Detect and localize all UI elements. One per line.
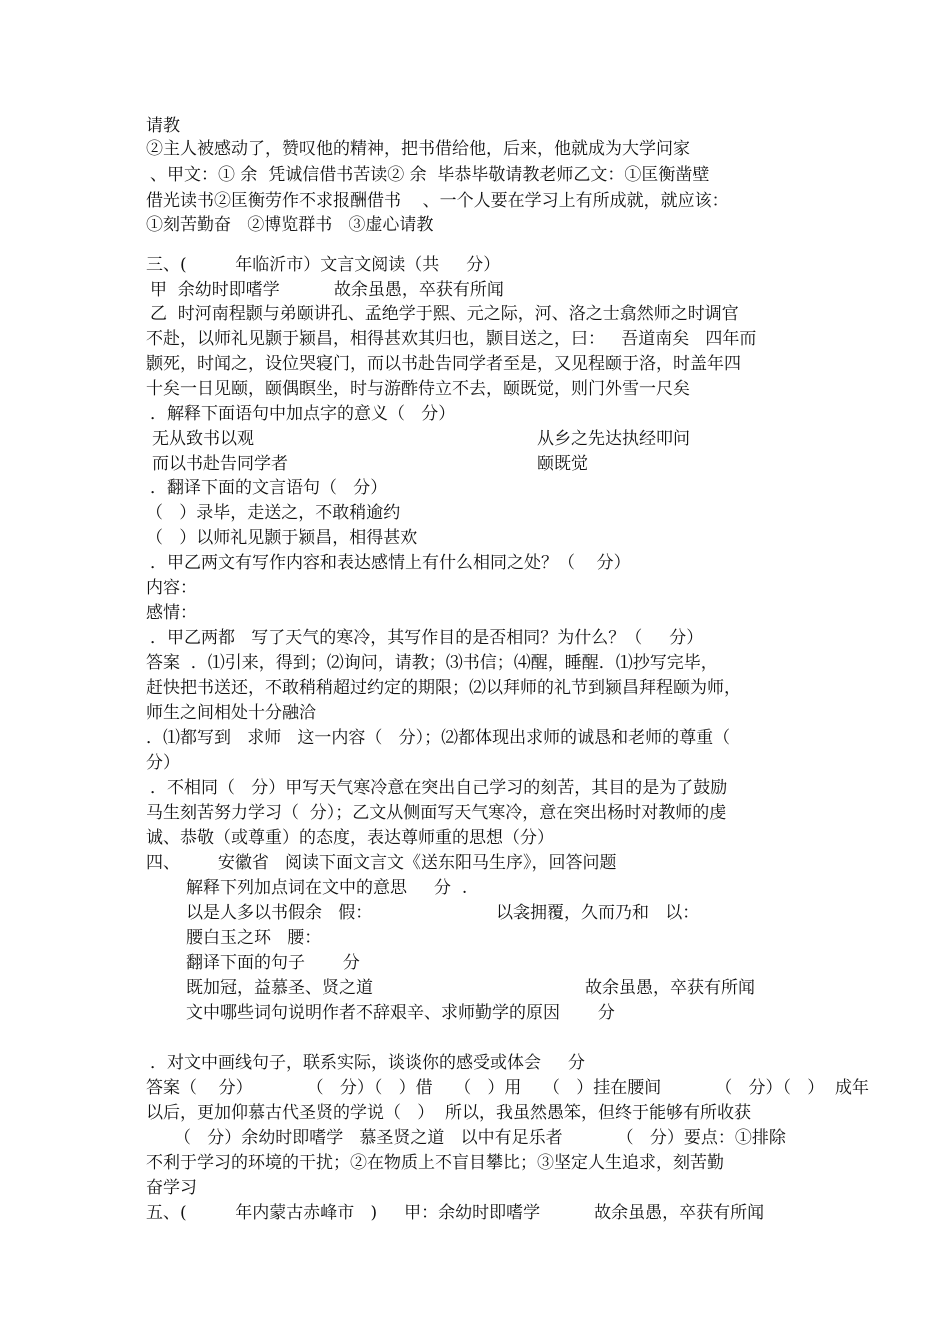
answer-line: 奋学习 [146, 1178, 197, 1198]
section-heading: 三、( 年临沂市）文言文阅读（共 分） [146, 255, 501, 275]
answer-line: 答案（ 分） （ 分）（ ）借 （ ）用 （ ）挂在腰间 （ 分）（ ） 成年 [146, 1078, 869, 1098]
answer-line: 师生之间相处十分融洽 [146, 703, 316, 723]
answer-line: 赶快把书送还，不敢稍稍超过约定的期限；⑵以拜师的礼节到颍昌拜程颐为师， [146, 678, 741, 698]
text-line: 请教 [146, 116, 180, 136]
text-line: 十矣一日见颐，颐偶瞑坐，时与游酢侍立不去，颐既觉，则门外雪一尺矣 [146, 379, 690, 399]
answer-line: 分） [146, 753, 180, 773]
text-line: 从乡之先达执经叩问 [537, 429, 690, 449]
answer-line: ．⑴都写到 求师 这一内容（ 分）；⑵都体现出求师的诚恳和老师的尊重（ [146, 728, 731, 748]
question-line: ．翻译下面的文言语句（ 分） [150, 478, 388, 498]
answer-line: 答案 ．⑴引来，得到；⑵询问，请教；⑶书信；⑷醒，睡醒．⑴抄写完毕， [146, 653, 718, 673]
text-line: 无从致书以观 [152, 429, 254, 449]
question-line: ．解释下面语句中加点字的意义（ 分） [150, 404, 456, 424]
question-line: ．甲乙两都 写了天气的寒冷，其写作目的是否相同？为什么？（ 分） [150, 628, 704, 648]
question-line: 解释下列加点词在文中的意思 分 . [186, 878, 468, 898]
question-line: ．对文中画线句子，联系实际，谈谈你的感受或体会 分 [150, 1053, 586, 1073]
text-line: 腰白玉之环 腰： [186, 928, 322, 948]
text-line: （ ）以师礼见颢于颍昌，相得甚欢 [146, 528, 418, 548]
text-line: （ ）录毕，走送之，不敢稍逾约 [146, 503, 401, 523]
text-line: 甲 余幼时即嗜学 故余虽愚，卒获有所闻 [150, 280, 504, 300]
question-line: 翻译下面的句子 分 [186, 953, 360, 973]
text-line: 而以书赴告同学者 [152, 454, 288, 474]
text-line: 以衾拥覆，久而乃和 以： [496, 903, 700, 923]
text-line: 内容： [146, 578, 197, 598]
question-line: ．甲乙两文有写作内容和表达感情上有什么相同之处？（ 分） [150, 553, 631, 573]
text-line: 颢死，时闻之，设位哭寝门，而以书赴告同学者至是，又见程颐于洛，时盖年四 [146, 354, 741, 374]
text-line: 、甲文：① 余 凭诚信借书苦读② 余 毕恭毕敬请教老师乙文：①匡衡凿壁 [150, 165, 710, 185]
answer-line: 诚、恭敬（或尊重）的态度，表达尊师重的思想（分） [146, 828, 554, 848]
text-line: 以是人多以书假余 假： [186, 903, 373, 923]
text-line: 既加冠，益慕圣、贤之道 [186, 978, 373, 998]
answer-line: （ 分）余幼时即嗜学 慕圣贤之道 以中有足乐者 （ 分）要点：①排除 [174, 1128, 786, 1148]
answer-line: 不利于学习的环境的干扰；②在物质上不盲目攀比；③坚定人生追求，刻苦勤 [146, 1153, 724, 1173]
text-line: 借光读书②匡衡劳作不求报酬借书 、一个人要在学习上有所成就，就应该： [146, 191, 729, 211]
answer-line: ．不相同（ 分）甲写天气寒冷意在突出自己学习的刻苦，其目的是为了鼓励 [150, 778, 728, 798]
answer-line: 以后，更加仰慕古代圣贤的学说（ ） 所以，我虽然愚笨，但终于能够有所收获 [146, 1103, 752, 1123]
question-line: 文中哪些词句说明作者不辞艰辛、求师勤学的原因 分 [186, 1003, 615, 1023]
text-line: 颐既觉 [537, 454, 588, 474]
text-line: ②主人被感动了，赞叹他的精神，把书借给他，后来，他就成为大学问家 [146, 139, 690, 159]
text-line: ①刻苦勤奋 ②博览群书 ③虚心请教 [146, 215, 434, 235]
text-line: 感情： [146, 603, 197, 623]
section-heading: 五、( 年内蒙古赤峰市 ) 甲：余幼时即嗜学 故余虽愚，卒获有所闻 [146, 1203, 765, 1223]
text-line: 不赴，以师礼见颢于颍昌，相得甚欢其归也，颢目送之，曰： 吾道南矣 四年而 [146, 329, 757, 349]
text-line: 故余虽愚，卒获有所闻 [585, 978, 755, 998]
answer-line: 马生刻苦努力学习（ 分）；乙文从侧面写天气寒冷，意在突出杨时对教师的虔 [146, 803, 727, 823]
text-line: 乙 时河南程颢与弟颐讲孔、孟绝学于熙、元之际，河、洛之士翕然师之时调官 [150, 304, 739, 324]
section-heading: 四、 安徽省 阅读下面文言文《送东阳马生序》，回答问题 [146, 853, 617, 873]
